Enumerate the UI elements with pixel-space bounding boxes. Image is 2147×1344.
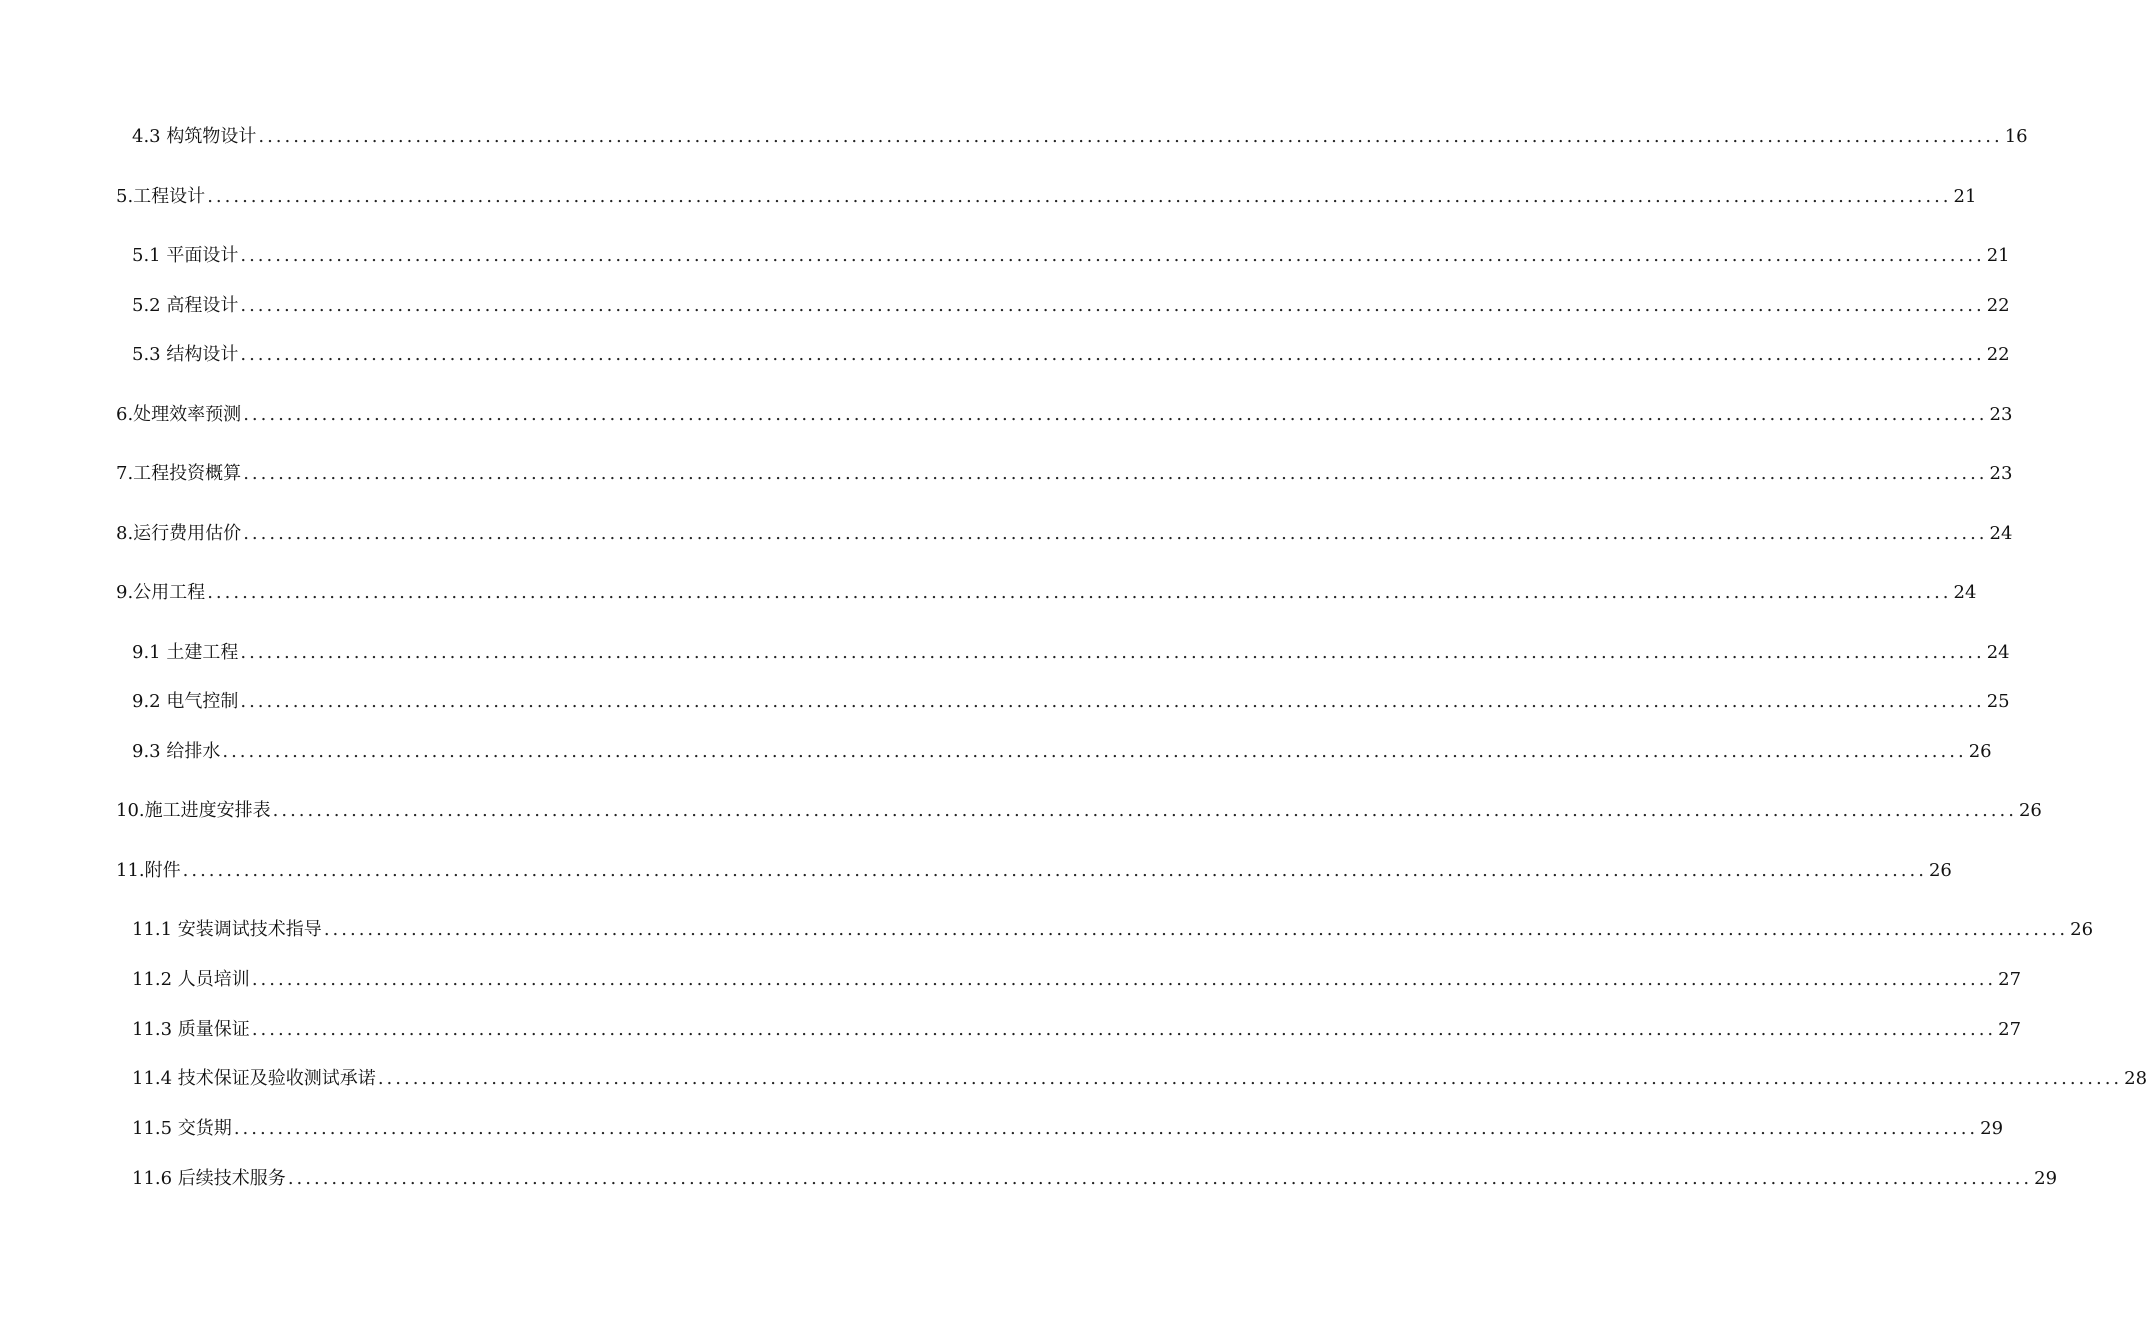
toc-leader-dots: ........................................................................................................................................................................................................ (233, 1118, 1979, 1139)
toc-leader-dots: ........................................................................................................................................................................................................ (243, 523, 1988, 544)
toc-entry-label: 6.处理效率预测 (116, 404, 242, 425)
toc-entry-page: 21 (1953, 186, 1977, 207)
toc-entry-4-3[interactable] (132, 124, 2028, 150)
toc-entry-page: 22 (1986, 344, 2010, 365)
toc-leader-dots: ........................................................................................................................................................................................................ (258, 126, 2003, 147)
toc-entry-page: 28 (2124, 1068, 2147, 1089)
toc-entry-page: 23 (1989, 463, 2013, 484)
toc-leader-dots: ........................................................................................................................................................................................................ (377, 1068, 2123, 1089)
toc-entry-5-3[interactable] (132, 342, 2010, 368)
toc-entry-11-5[interactable] (132, 1116, 2004, 1142)
toc-leader-dots: ........................................................................................................................................................................................................ (240, 691, 1985, 712)
toc-entry-label: 11.6 后续技术服务 (132, 1168, 286, 1189)
toc-entry-11-4[interactable] (132, 1066, 2147, 1092)
toc-entry-10[interactable] (116, 798, 2042, 824)
toc-entry-label: 10.施工进度安排表 (116, 800, 271, 821)
toc-entry-label: 7.工程投资概算 (116, 463, 242, 484)
toc-entry-11-2[interactable] (132, 967, 2022, 993)
toc-entry-label: 5.2 高程设计 (132, 295, 239, 316)
toc-leader-dots: ........................................................................................................................................................................................................ (323, 919, 2069, 940)
toc-leader-dots: ........................................................................................................................................................................................................ (240, 295, 1985, 316)
toc-leader-dots: ........................................................................................................................................................................................................ (240, 344, 1985, 365)
toc-leader-dots: ........................................................................................................................................................................................................ (251, 969, 1997, 990)
toc-entry-label: 5.1 平面设计 (132, 245, 239, 266)
toc-entry-page: 24 (1989, 523, 2013, 544)
toc-entry-page: 21 (1986, 245, 2010, 266)
toc-entry-label: 11.4 技术保证及验收测试承诺 (132, 1068, 376, 1089)
toc-entry-page: 26 (2018, 800, 2042, 821)
toc-entry-8[interactable] (116, 521, 2013, 547)
toc-entry-9-1[interactable] (132, 640, 2010, 666)
toc-entry-label: 11.3 质量保证 (132, 1019, 250, 1040)
toc-entry-label: 9.1 土建工程 (132, 642, 239, 663)
toc-entry-11-6[interactable] (132, 1166, 2058, 1192)
toc-entry-page: 24 (1986, 642, 2010, 663)
toc-entry-page: 23 (1989, 404, 2013, 425)
toc-entry-11-3[interactable] (132, 1017, 2022, 1043)
toc-entry-page: 22 (1986, 295, 2010, 316)
toc-entry-label: 4.3 构筑物设计 (132, 126, 257, 147)
toc-leader-dots: ........................................................................................................................................................................................................ (272, 800, 2017, 821)
toc-entry-page: 16 (2004, 126, 2028, 147)
toc-entry-page: 27 (1998, 1019, 2022, 1040)
toc-leader-dots: ........................................................................................................................................................................................................ (251, 1019, 1997, 1040)
toc-leader-dots: ........................................................................................................................................................................................................ (243, 404, 1988, 425)
toc-leader-dots: ........................................................................................................................................................................................................ (207, 186, 1952, 207)
toc-entry-9[interactable] (116, 580, 1977, 606)
toc-entry-5-1[interactable] (132, 243, 2010, 269)
toc-leader-dots: ........................................................................................................................................................................................................ (182, 860, 1927, 881)
toc-leader-dots: ........................................................................................................................................................................................................ (240, 642, 1985, 663)
toc-entry-label: 11.5 交货期 (132, 1118, 232, 1139)
toc-entry-label: 5.3 结构设计 (132, 344, 239, 365)
toc-leader-dots: ........................................................................................................................................................................................................ (222, 741, 1967, 762)
toc-leader-dots: ........................................................................................................................................................................................................ (207, 582, 1952, 603)
toc-leader-dots: ........................................................................................................................................................................................................ (287, 1168, 2033, 1189)
toc-entry-page: 29 (1980, 1118, 2004, 1139)
toc-entry-page: 26 (2070, 919, 2094, 940)
toc-entry-page: 29 (2034, 1168, 2058, 1189)
toc-leader-dots: ........................................................................................................................................................................................................ (240, 245, 1985, 266)
toc-entry-page: 25 (1986, 691, 2010, 712)
toc-entry-page: 27 (1998, 969, 2022, 990)
toc-entry-page: 24 (1953, 582, 1977, 603)
toc-entry-9-3[interactable] (132, 739, 1992, 765)
toc-entry-9-2[interactable] (132, 689, 2010, 715)
toc-entry-11-1[interactable] (132, 917, 2094, 943)
toc-entry-label: 9.公用工程 (116, 582, 206, 603)
toc-entry-label: 8.运行费用估价 (116, 523, 242, 544)
toc-entry-label: 11.1 安装调试技术指导 (132, 919, 322, 940)
toc-entry-label: 9.2 电气控制 (132, 691, 239, 712)
toc-entry-label: 11.附件 (116, 860, 181, 881)
toc-entry-page: 26 (1968, 741, 1992, 762)
toc-entry-7[interactable] (116, 461, 2013, 487)
toc-entry-5[interactable] (116, 184, 1977, 210)
toc-entry-label: 11.2 人员培训 (132, 969, 250, 990)
toc-leader-dots: ........................................................................................................................................................................................................ (243, 463, 1988, 484)
toc-entry-11[interactable] (116, 858, 1952, 884)
toc-entry-5-2[interactable] (132, 293, 2010, 319)
toc-entry-page: 26 (1928, 860, 1952, 881)
toc-entry-label: 5.工程设计 (116, 186, 206, 207)
toc-entry-label: 9.3 给排水 (132, 741, 221, 762)
toc-entry-6[interactable] (116, 402, 2013, 428)
